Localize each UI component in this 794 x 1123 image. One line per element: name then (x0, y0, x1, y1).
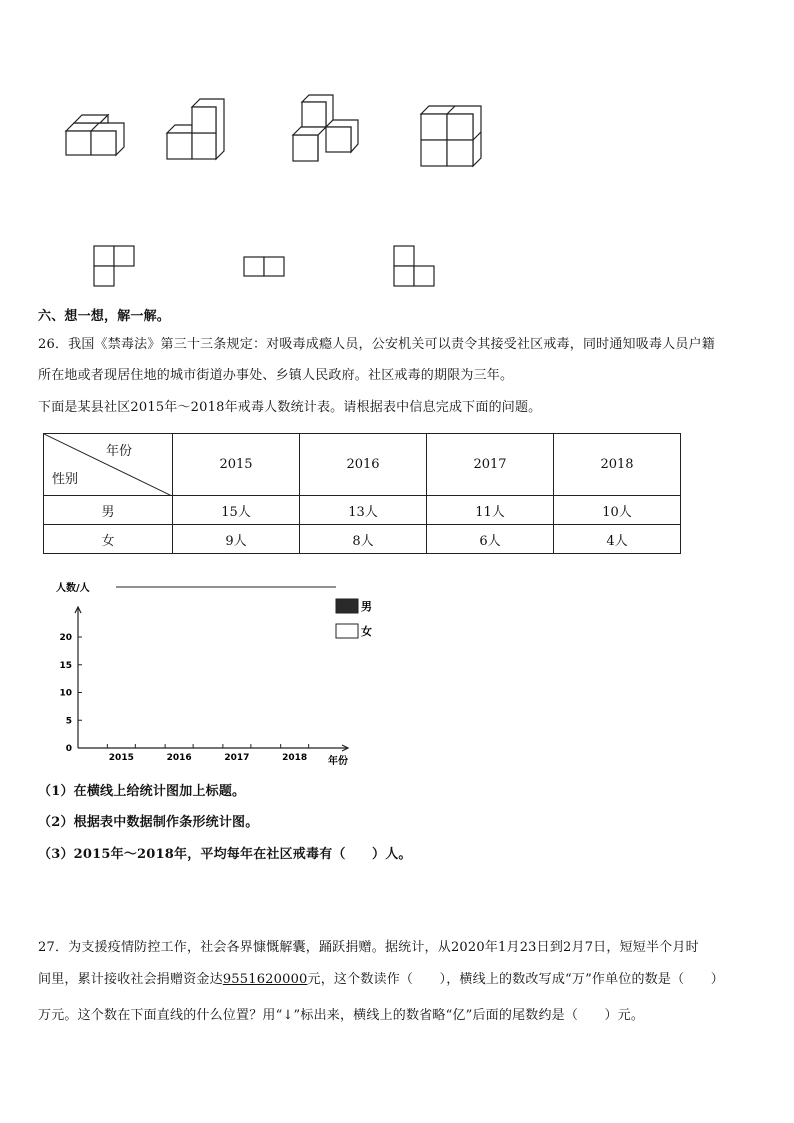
table-corner-cell (44, 434, 173, 496)
legend-swatch (336, 624, 358, 638)
y-axis-label: 人数/人 (56, 583, 90, 594)
row-label-male: 男 (44, 496, 173, 525)
y-tick-label: 10 (59, 688, 72, 699)
table-cell: 4人 (554, 525, 681, 554)
cube-figure-4 (421, 106, 481, 166)
corner-year-label: 年份 (105, 444, 132, 459)
x-tick-label: 2018 (282, 753, 308, 763)
y-tick-label: 5 (65, 716, 72, 727)
year-header: 2018 (554, 434, 681, 496)
q26-sub-1: （1）在横线上给统计图加上标题。 (38, 784, 246, 799)
cube-figure-1 (66, 115, 124, 155)
y-tick-label: 20 (59, 633, 72, 643)
x-tick-label: 2016 (166, 753, 192, 763)
corner-gender-label: 性别 (52, 472, 79, 487)
table-cell: 15人 (173, 496, 300, 525)
q27-line-1: 27．为支援疫情防控工作，社会各界慷慨解囊，踊跃捐赠。据统计，从2020年1月23日到2月7日，短短半个月时 (38, 940, 699, 955)
table-cell: 13人 (300, 496, 427, 525)
x-tick-label: 2015 (108, 753, 134, 763)
x-tick-label: 2017 (224, 753, 250, 763)
cube-figures (0, 85, 794, 295)
year-header: 2017 (427, 434, 554, 496)
legend-label: 女 (361, 625, 372, 638)
q27-line-3: 万元。这个数在下面直线的什么位置？用“↓”标出来，横线上的数省略“亿”后面的尾数约是（ ）元。 (38, 1008, 645, 1023)
cube-figure-3 (293, 95, 358, 161)
stats-table (43, 433, 681, 554)
table-cell: 10人 (554, 496, 681, 525)
q26-sub-2: （2）根据表中数据制作条形统计图。 (38, 815, 259, 830)
legend-label: 男 (361, 600, 372, 613)
table-cell: 8人 (300, 525, 427, 554)
table-cell: 6人 (427, 525, 554, 554)
q26-line-2: 所在地或者现居住地的城市街道办事处、乡镇人民政府。社区戒毒的期限为三年。 (38, 368, 514, 383)
q27-line-2-pre: 间里，累计接收社会捐赠资金达 (38, 972, 223, 987)
y-tick-label: 15 (59, 660, 72, 671)
q26-sub-3: （3）2015年～2018年，平均每年在社区戒毒有（ ）人。 (38, 847, 412, 862)
q26-line-1: 26．我国《禁毒法》第三十三条规定：对吸毒成瘾人员，公安机关可以责令其接受社区戒毒，同时通知吸毒人员户籍 (38, 337, 715, 352)
q26-line-3: 下面是某县社区2015年～2018年戒毒人数统计表。请根据表中信息完成下面的问题。 (38, 400, 542, 415)
year-header: 2015 (173, 434, 300, 496)
cube-figure-2 (167, 99, 224, 159)
bar-chart (40, 575, 400, 770)
view-1 (94, 246, 134, 286)
view-3 (394, 246, 434, 286)
table-cell: 11人 (427, 496, 554, 525)
view-2 (244, 257, 284, 276)
row-label-female: 女 (44, 525, 173, 554)
x-axis-label: 年份 (328, 756, 348, 767)
year-header: 2016 (300, 434, 427, 496)
q27-line-2 (38, 968, 724, 987)
table-cell: 9人 (173, 525, 300, 554)
legend-swatch (336, 599, 358, 613)
q27-line-2-post: 元，这个数读作（ ），横线上的数改写成“万”作单位的数是（ ） (307, 972, 724, 987)
q27-donation-number: 9551620000 (222, 972, 308, 987)
y-tick-label: 0 (65, 744, 72, 754)
section-title: 六、想一想，解一解。 (38, 309, 171, 324)
